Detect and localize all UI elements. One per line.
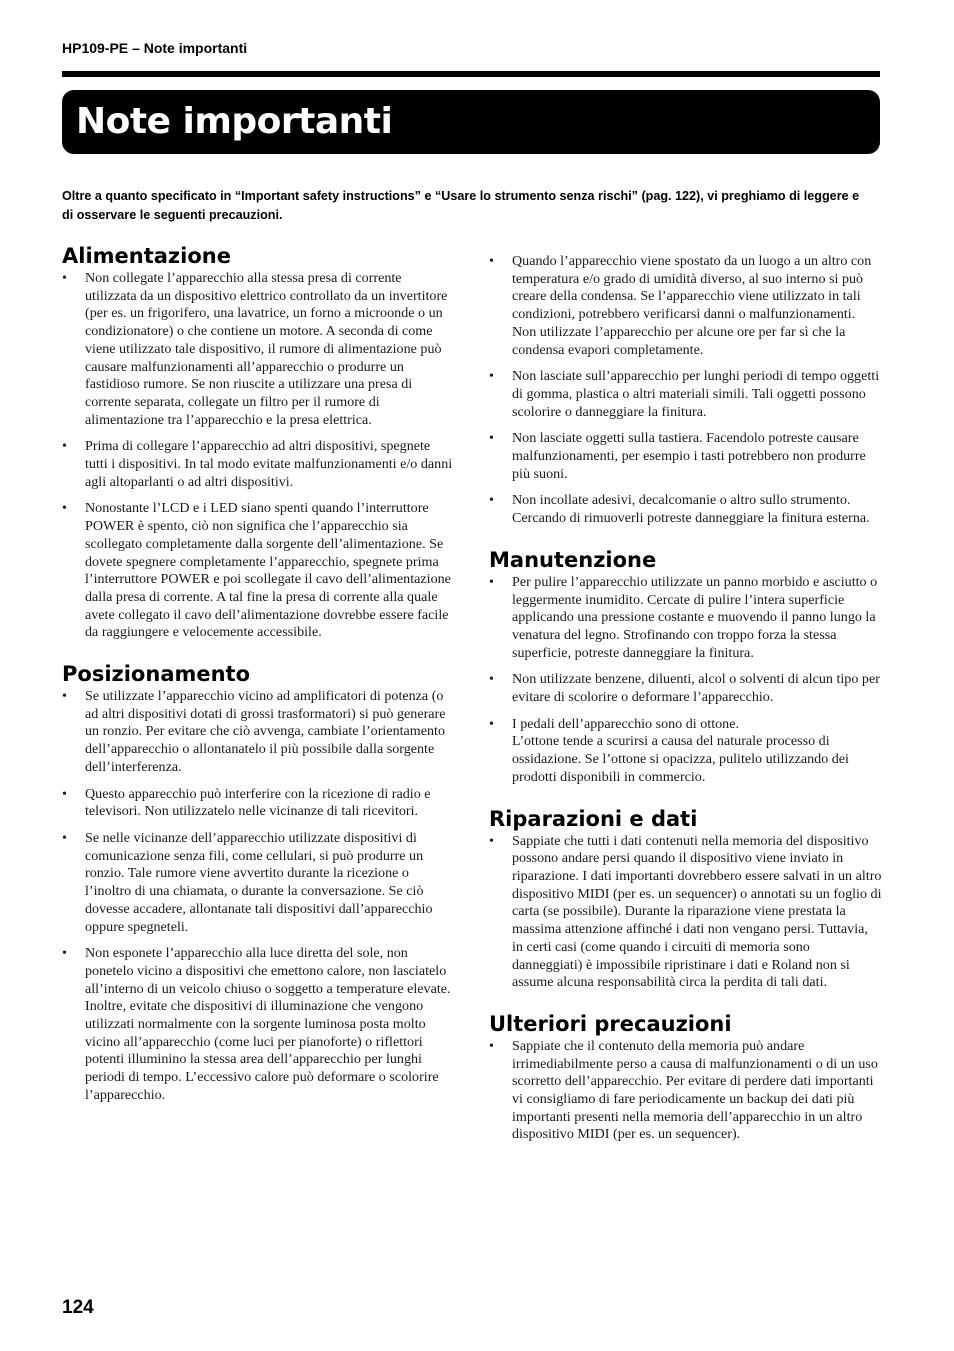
section-posizionamento — [62, 662, 455, 1104]
bullet-icon: • — [489, 1037, 494, 1054]
list-item — [489, 368, 882, 421]
title-bar — [62, 90, 880, 154]
bullet-list — [62, 688, 455, 1104]
list-item-text: Questo apparecchio può interferire con la ricezione di radio e televisori. Non utilizzatelo nelle vicinanze di tali ricevitori. — [85, 785, 431, 820]
bullet-icon: • — [62, 785, 67, 802]
list-item — [489, 1038, 882, 1144]
list-item — [489, 671, 882, 706]
list-item — [62, 688, 455, 777]
list-item — [489, 430, 882, 483]
section-heading: Riparazioni e dati — [489, 806, 698, 831]
page-title: Note importanti — [76, 101, 393, 142]
section-heading: Ulteriori precauzioni — [489, 1011, 732, 1036]
list-item-text: Se nelle vicinanze dell’apparecchio utilizzate dispositivi di comunicazione senza fili, come cellulari, si può produrre un ronzio. Tale rumore viene avvertito durante la ricezione o l’inoltro di una chiamata, o durante la conversazione. Se ciò dovesse accadere, allontanate tali dispositivi dall’apparecchio oppure spegneteli. — [85, 829, 433, 935]
bullet-icon: • — [489, 573, 494, 590]
bullet-list — [62, 270, 455, 642]
section-manutenzione — [489, 548, 882, 787]
list-item-text: Nonostante l’LCD e i LED siano spenti quando l’interruttore POWER è spento, ciò non significa che l’apparecchio sia scollegato completamente dalla sorgente dell’alimentazione. Se dovete spegnere completamente l’apparecchio, spegnete prima l’interruttore POWER e poi scollegate il cavo dell’alimentazione dalla presa di corrente. A tal fine la presa di corrente alla quale avete collegato il cavo dell’alimentazione dovrebbe essere facile da raggiungere e velocemente accessibile. — [85, 500, 451, 641]
intro-paragraph: Oltre a quanto specificato in “Important safety instructions” e “Usare lo strumento senza rischi” (pag. 122), vi preghiamo di leggere e di osservare le seguenti precauzioni. — [62, 189, 860, 222]
section-alimentazione — [62, 244, 455, 642]
list-item-text: Quando l’apparecchio viene spostato da un luogo a un altro con temperatura e/o grado di umidità diverso, al suo interno si può creare della condensa. Se l’apparecchio viene utilizzato in tali condizioni, potrebbero verificarsi danni o malfunzionamenti. Non utilizzate l’apparecchio per alcune ore per far sì che la condensa evapori completamente. — [512, 253, 872, 358]
bullet-icon: • — [489, 253, 494, 269]
bullet-icon: • — [489, 492, 494, 509]
bullet-icon: • — [62, 438, 67, 455]
list-item — [62, 830, 455, 936]
left-column — [62, 244, 455, 1114]
list-item — [62, 945, 455, 1104]
list-item-text: Non collegate l’apparecchio alla stessa presa di corrente utilizzata da un dispositivo elettrico controllato da un invertitore (per es. un frigorifero, una lavatrice, un forno a microonde o un condizionatore) o che contiene un motore. A seconda di come viene utilizzato tale dispositivo, il rumore di alimentazione può causare malfunzionamenti all’apparecchio o produrre un fastidioso rumore. Se non riuscite a utilizzare una presa di corrente separata, collegate un filtro per il rumore di alimentazione tra l’apparecchio e la presa elettrica. — [85, 270, 448, 428]
list-item-text: Prima di collegare l’apparecchio ad altri dispositivi, spegnete tutti i dispositivi. In tal modo evitate malfunzionamenti e/o danni agli altoparlanti o ad altri dispositivi. — [85, 438, 453, 490]
section-heading: Posizionamento — [62, 662, 251, 687]
running-header: HP109-PE – Note importanti — [62, 40, 248, 56]
section-ulteriori-precauzioni — [489, 1012, 882, 1144]
list-item-text: Sappiate che il contenuto della memoria può andare irrimediabilmente perso a causa di malfunzionamenti o di un uso scorretto dell’apparecchio. Per evitare di perdere dati importanti vi consigliamo di fare periodicamente un backup dei dati più importanti presenti nella memoria dell’apparecchio in un altro dispositivo MIDI (per es. un sequencer). — [512, 1037, 878, 1143]
list-item — [62, 438, 455, 491]
bullet-icon: • — [489, 368, 494, 385]
bullet-icon: • — [62, 500, 67, 517]
list-item — [489, 716, 882, 787]
list-item — [62, 500, 455, 642]
bullet-icon: • — [489, 671, 494, 688]
list-item-text: Per pulire l’apparecchio utilizzate un panno morbido e asciutto o leggermente inumidito. Cercate di pulire l’intera superficie applicando una pressione costante e muovendo il panno lungo la venatura del legno. Strofinando con troppo forza la stessa superficie, potreste danneggiare la finitura. — [512, 573, 878, 661]
bullet-list — [489, 833, 882, 992]
list-item-text: I pedali dell’apparecchio sono di ottone. L’ottone tende a scurirsi a causa del naturale processo di ossidazione. Se l’ottone si opacizza, pulitelo utilizzando dei prodotti disponibili in commercio. — [512, 715, 849, 785]
bullet-list — [489, 574, 882, 787]
page-number: 124 — [62, 1297, 94, 1318]
list-item-text: Se utilizzate l’apparecchio vicino ad amplificatori di potenza (o ad altri dispositivi dotati di grossi trasformatori) si può generare un ronzio. Per evitare che ciò avvenga, cambiate l’orientamento dell’apparecchio o allontanatelo il più possibile dalla sorgente dell’interferenza. — [85, 688, 446, 775]
right-column — [489, 253, 882, 1153]
list-item — [489, 253, 882, 359]
bullet-icon: • — [62, 688, 67, 705]
bullet-icon: • — [489, 430, 494, 447]
list-item — [489, 833, 882, 992]
section-continued — [489, 253, 882, 528]
bullet-list — [489, 1038, 882, 1144]
list-item — [62, 786, 455, 821]
section-heading: Alimentazione — [62, 244, 231, 268]
list-item — [489, 492, 882, 527]
list-item-text: Non utilizzate benzene, diluenti, alcol o solventi di alcun tipo per evitare di scolorire o deformare l’apparecchio. — [512, 671, 880, 706]
bullet-icon: • — [62, 945, 67, 962]
list-item-text: Sappiate che tutti i dati contenuti nella memoria del dispositivo possono andare persi quando il dispositivo viene inviato in riparazione. I dati importanti dovrebbero essere salvati in un altro dispositivo MIDI (per es. un sequencer) o annotati su un foglio di carta (se possibile). Durante la riparazione viene prestata la massima attenzione affinché i dati non vengano persi. Tuttavia, in certi casi (come quando i circuiti di memoria sono danneggiati) è impossibile ripristinare i dati e Roland non si assume alcuna responsabilità circa la perdita di tali dati. — [512, 832, 882, 991]
section-heading: Manutenzione — [489, 547, 657, 572]
bullet-icon: • — [62, 270, 67, 286]
list-item — [489, 574, 882, 663]
list-item-text: Non esponete l’apparecchio alla luce diretta del sole, non ponetelo vicino a dispositivi che emettono calore, non lasciatelo all’interno di un veicolo chiuso o soggetto a temperature elevate. Inoltre, evitate che dispositivi di illuminazione che vengono utilizzati normalmente con la sorgente luminosa posta molto vicino all’apparecchio (come luci per pianoforte) o riflettori potenti illuminino la stessa area dell’apparecchio per lunghi periodi di tempo. L’eccessivo calore può deformare o scolorire l’apparecchio. — [85, 945, 451, 1103]
header-rule — [62, 71, 880, 77]
bullet-icon: • — [62, 829, 67, 846]
bullet-list — [489, 253, 882, 528]
list-item-text: Non lasciate sull’apparecchio per lunghi periodi di tempo oggetti di gomma, plastica o altri materiali simili. Tali oggetti possono scolorire o danneggiare la finitura. — [512, 368, 880, 420]
list-item-text: Non lasciate oggetti sulla tastiera. Facendolo potreste causare malfunzionamenti, per esempio i tasti potrebbero non produrre più suoni. — [512, 430, 866, 482]
list-item — [62, 270, 455, 429]
section-riparazioni-e-dati — [489, 807, 882, 992]
list-item-text: Non incollate adesivi, decalcomanie o altro sullo strumento. Cercando di rimuoverli potreste danneggiare la finitura esterna. — [512, 492, 870, 527]
bullet-icon: • — [489, 715, 494, 732]
bullet-icon: • — [489, 832, 494, 849]
